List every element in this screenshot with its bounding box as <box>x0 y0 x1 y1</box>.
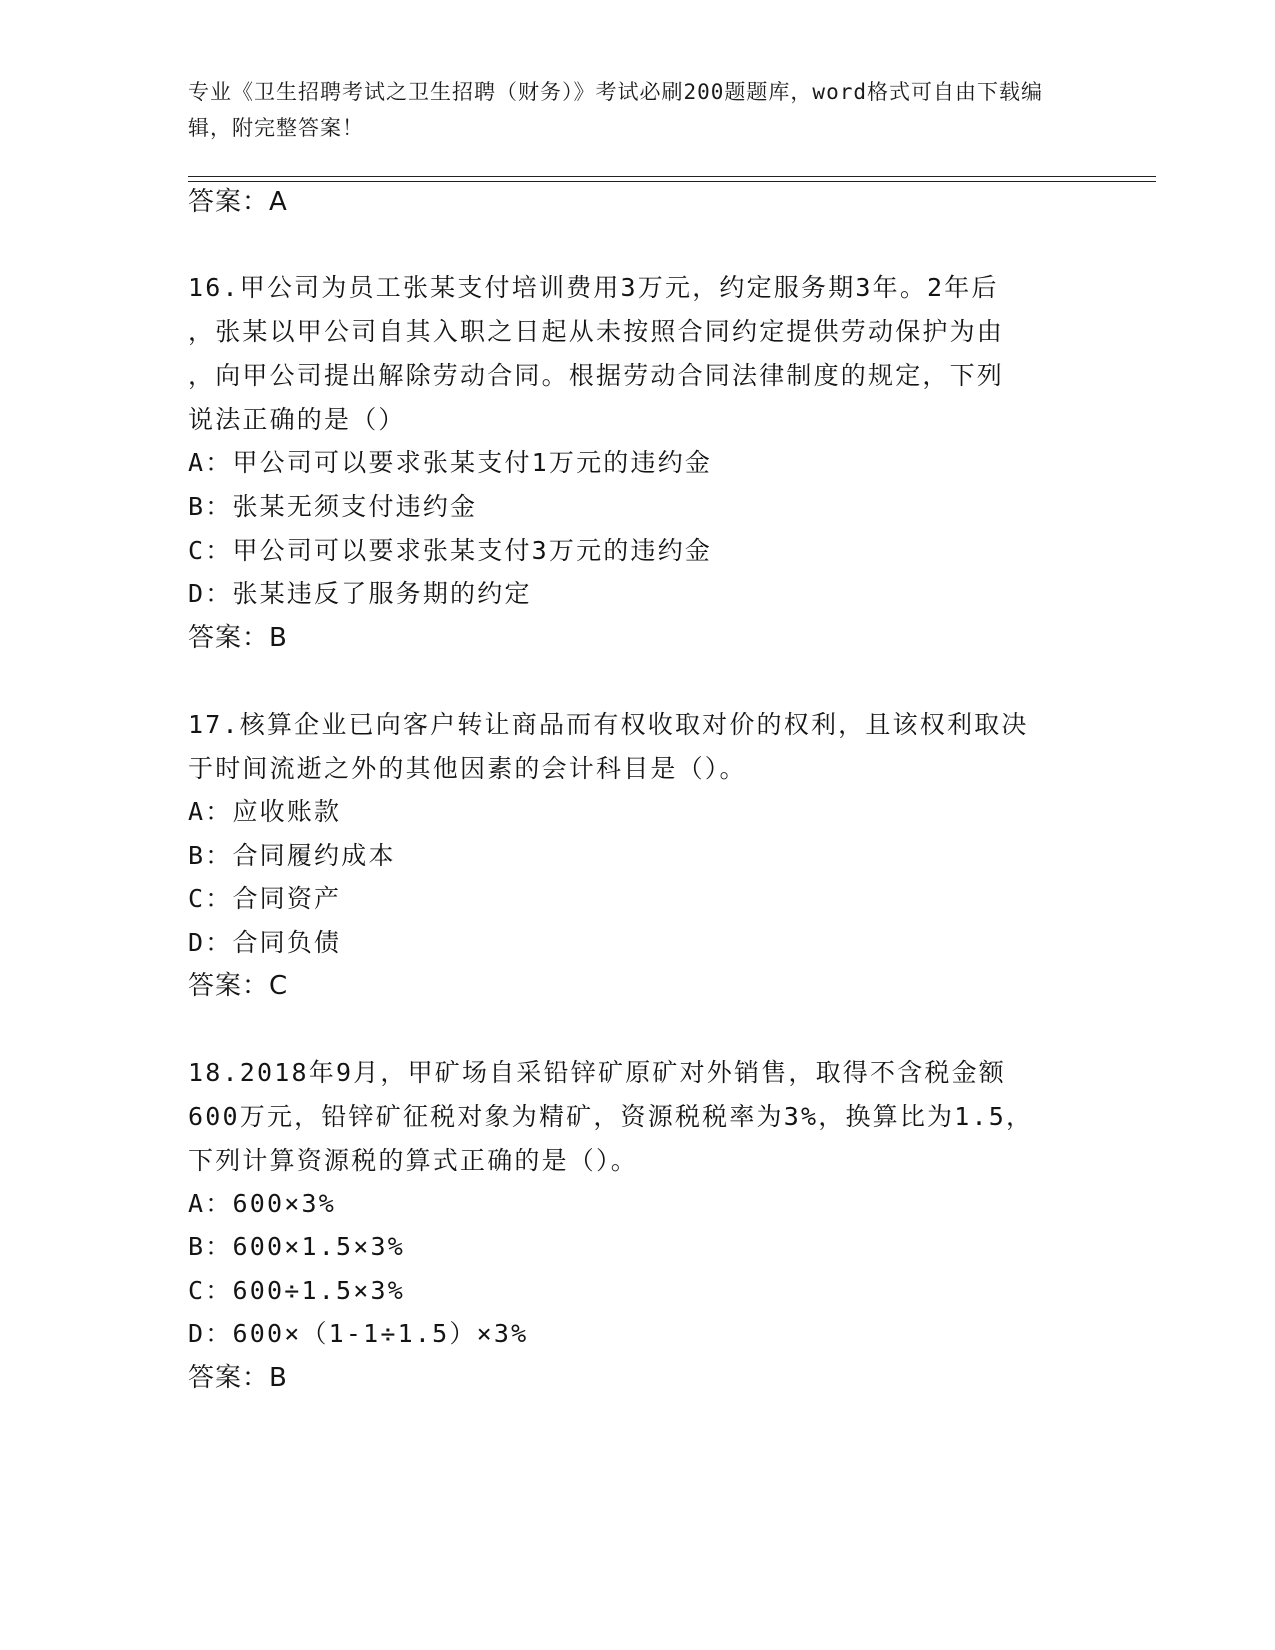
question-18-option-b: B：600×1.5×3% <box>188 1232 405 1261</box>
question-16-option-c: C：甲公司可以要求张某支付3万元的违约金 <box>188 536 713 565</box>
question-18-line-1: 18.2018年9月，甲矿场自采铅锌矿原矿对外销售，取得不含税金额 <box>188 1058 1007 1087</box>
question-18-line-3: 下列计算资源税的算式正确的是（）。 <box>188 1146 638 1175</box>
page-header-text: 专业《卫生招聘考试之卫生招聘（财务）》考试必刷200题题库，word格式可自由下载编辑，附完整答案！ <box>188 80 1043 140</box>
header-divider-bottom <box>188 181 1156 182</box>
question-16-line-1: 16.甲公司为员工张某支付培训费用3万元，约定服务期3年。2年后 <box>188 273 999 302</box>
question-16-line-3: ，向甲公司提出解除劳动合同。根据劳动合同法律制度的规定，下列 <box>188 361 1005 390</box>
answer-18: 答案：B <box>188 1363 288 1393</box>
question-16-line-4: 说法正确的是（） <box>188 405 406 434</box>
question-17-line-1: 17.核算企业已向客户转让商品而有权收取对价的权利，且该权利取决 <box>188 710 1029 739</box>
question-17-option-a: A：应收账款 <box>188 797 342 826</box>
answer-15: 答案：A <box>188 187 288 217</box>
question-18-option-c: C：600÷1.5×3% <box>188 1276 405 1305</box>
question-17-option-d: D：合同负债 <box>188 928 342 957</box>
question-17-option-b: B：合同履约成本 <box>188 841 396 870</box>
answer-16: 答案：B <box>188 623 288 653</box>
question-17-line-2: 于时间流逝之外的其他因素的会计科目是（）。 <box>188 754 747 783</box>
answer-17: 答案：C <box>188 971 289 1001</box>
question-16-option-d: D：张某违反了服务期的约定 <box>188 579 532 608</box>
header-divider-top <box>188 176 1156 177</box>
question-18-option-d: D：600×（1-1÷1.5）×3% <box>188 1319 529 1348</box>
question-16-option-a: A：甲公司可以要求张某支付1万元的违约金 <box>188 448 713 477</box>
question-16-line-2: ，张某以甲公司自其入职之日起从未按照合同约定提供劳动保护为由 <box>188 317 1005 346</box>
question-18-option-a: A：600×3% <box>188 1189 336 1218</box>
question-18-line-2: 600万元，铅锌矿征税对象为精矿，资源税税率为3%，换算比为1.5， <box>188 1102 1034 1131</box>
question-16-option-b: B：张某无须支付违约金 <box>188 492 478 521</box>
question-17-option-c: C：合同资产 <box>188 884 342 913</box>
